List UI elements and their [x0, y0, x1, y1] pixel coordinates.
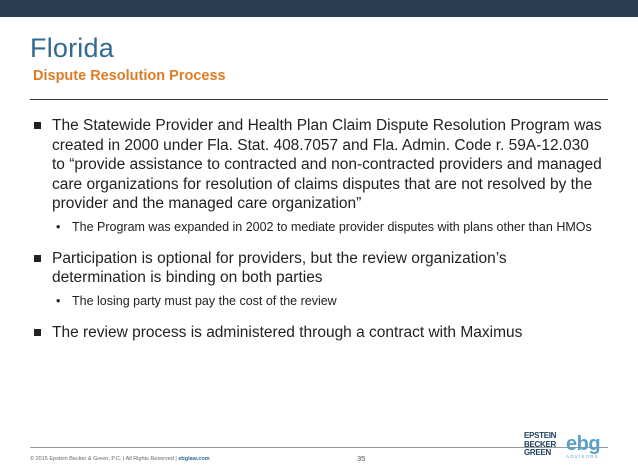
top-banner	[0, 0, 638, 17]
sub-bullet-item	[34, 293, 604, 310]
slide-subtitle: Dispute Resolution Process	[33, 68, 226, 84]
bullet-item	[34, 249, 604, 288]
bullet-list	[34, 116, 604, 342]
bullet-text: The review process is administered through a contract with Maximus	[52, 323, 523, 341]
website-link[interactable]: ebglaw.com	[178, 456, 210, 462]
bullet-item	[34, 116, 604, 214]
ebg-advisors-logo	[566, 434, 600, 459]
slide-title: Florida	[30, 33, 114, 63]
epstein-becker-green-logo	[524, 432, 557, 458]
title-divider	[30, 99, 608, 100]
ebg-letters: ebg	[566, 433, 601, 455]
logo-line: GREEN	[524, 448, 551, 457]
bullet-text: Participation is optional for providers, but the review organization’s determination is binding on both parties	[52, 249, 507, 286]
sub-bullet-text: The losing party must pay the cost of the review	[72, 293, 337, 308]
dot-bullet-icon: •	[56, 219, 61, 234]
footer-copyright	[30, 456, 210, 462]
logo-line: EPSTEIN	[524, 431, 557, 440]
dot-bullet-icon: •	[56, 293, 61, 308]
footer-divider	[30, 447, 608, 448]
ebg-tagline: ADVISORS	[566, 454, 599, 459]
copyright-text: © 2015 Epstein Becker & Green, P.C. | All Rights Reserved |	[30, 456, 177, 462]
square-bullet-icon	[34, 255, 41, 262]
square-bullet-icon	[34, 329, 41, 336]
bullet-text: The Statewide Provider and Health Plan Claim Dispute Resolution Program was created in 2000 under Fla. Stat. 408.7057 and Fla. Admin. Code r. 59A-12.030 to “provide assistance to contracted and non-contracted providers and managed care organizations for resolution of claims disputes that are not resolved by the provider and the managed care organization”	[52, 117, 602, 212]
sub-bullet-item	[34, 219, 604, 236]
bullet-item	[34, 323, 604, 343]
logo-line: BECKER	[524, 439, 556, 449]
page-number: 35	[357, 454, 366, 463]
square-bullet-icon	[34, 122, 41, 129]
sub-bullet-text: The Program was expanded in 2002 to mediate provider disputes with plans other than HMOs	[72, 219, 592, 234]
